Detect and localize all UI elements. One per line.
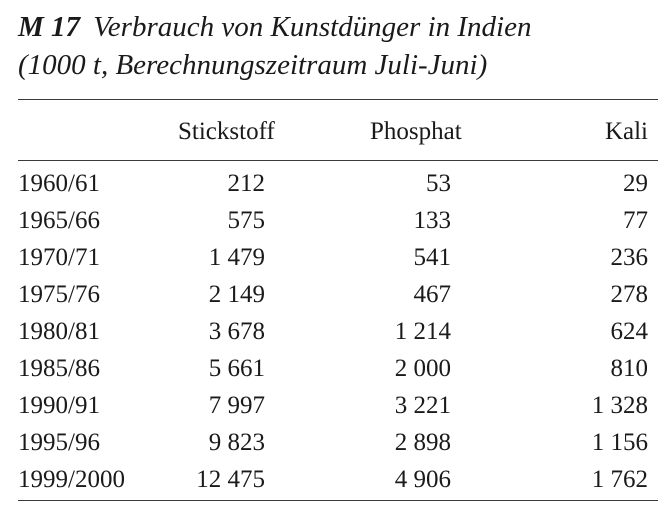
kali-cell: 624 — [610, 318, 648, 345]
period-cell: 1990/91 — [18, 392, 100, 419]
bottom-rule — [18, 500, 658, 501]
column-header-stickstoff: Stickstoff — [178, 118, 275, 145]
period-cell: 1999/2000 — [18, 466, 125, 493]
period-cell: 1960/61 — [18, 170, 100, 197]
table-caption — [18, 8, 658, 84]
phosphat-cell: 467 — [413, 281, 451, 308]
caption-subtitle: (1000 t, Berechnungszeitraum Juli-Juni) — [18, 49, 488, 81]
table-row — [0, 313, 670, 350]
phosphat-cell: 53 — [426, 170, 451, 197]
stickstoff-cell: 1 479 — [208, 244, 265, 271]
period-cell: 1985/86 — [18, 355, 100, 382]
caption-title: Verbrauch von Kunstdünger in Indien — [93, 11, 532, 43]
top-rule — [18, 99, 658, 100]
phosphat-cell: 4 906 — [394, 466, 451, 493]
stickstoff-cell: 3 678 — [208, 318, 265, 345]
period-cell: 1980/81 — [18, 318, 100, 345]
phosphat-cell: 3 221 — [394, 392, 451, 419]
phosphat-cell: 541 — [413, 244, 451, 271]
header-rule — [18, 160, 658, 161]
kali-cell: 1 156 — [591, 429, 648, 456]
kali-cell: 236 — [610, 244, 648, 271]
kali-cell: 810 — [610, 355, 648, 382]
table-row — [0, 239, 670, 276]
table-row — [0, 202, 670, 239]
stickstoff-cell: 212 — [227, 170, 265, 197]
period-cell: 1975/76 — [18, 281, 100, 308]
phosphat-cell: 2 898 — [394, 429, 451, 456]
stickstoff-cell: 7 997 — [208, 392, 265, 419]
table-row — [0, 165, 670, 202]
period-cell: 1970/71 — [18, 244, 100, 271]
kali-cell: 29 — [623, 170, 648, 197]
stickstoff-cell: 575 — [227, 207, 265, 234]
stickstoff-cell: 12 475 — [196, 466, 265, 493]
kali-cell: 1 328 — [591, 392, 648, 419]
table-row — [0, 350, 670, 387]
column-header-kali: Kali — [604, 118, 648, 145]
stickstoff-cell: 5 661 — [208, 355, 265, 382]
stickstoff-cell: 2 149 — [208, 281, 265, 308]
table-row — [0, 461, 670, 498]
table-header — [0, 113, 670, 150]
caption-label: M 17 — [18, 11, 81, 43]
caption-title-line — [18, 8, 658, 46]
table-row — [0, 424, 670, 461]
phosphat-cell: 1 214 — [394, 318, 451, 345]
phosphat-cell: 133 — [413, 207, 451, 234]
phosphat-cell: 2 000 — [394, 355, 451, 382]
column-header-phosphat: Phosphat — [370, 118, 462, 145]
period-cell: 1965/66 — [18, 207, 100, 234]
period-cell: 1995/96 — [18, 429, 100, 456]
table-row — [0, 276, 670, 313]
kali-cell: 77 — [623, 207, 648, 234]
table-row — [0, 387, 670, 424]
stickstoff-cell: 9 823 — [208, 429, 265, 456]
kali-cell: 1 762 — [591, 466, 648, 493]
kali-cell: 278 — [610, 281, 648, 308]
